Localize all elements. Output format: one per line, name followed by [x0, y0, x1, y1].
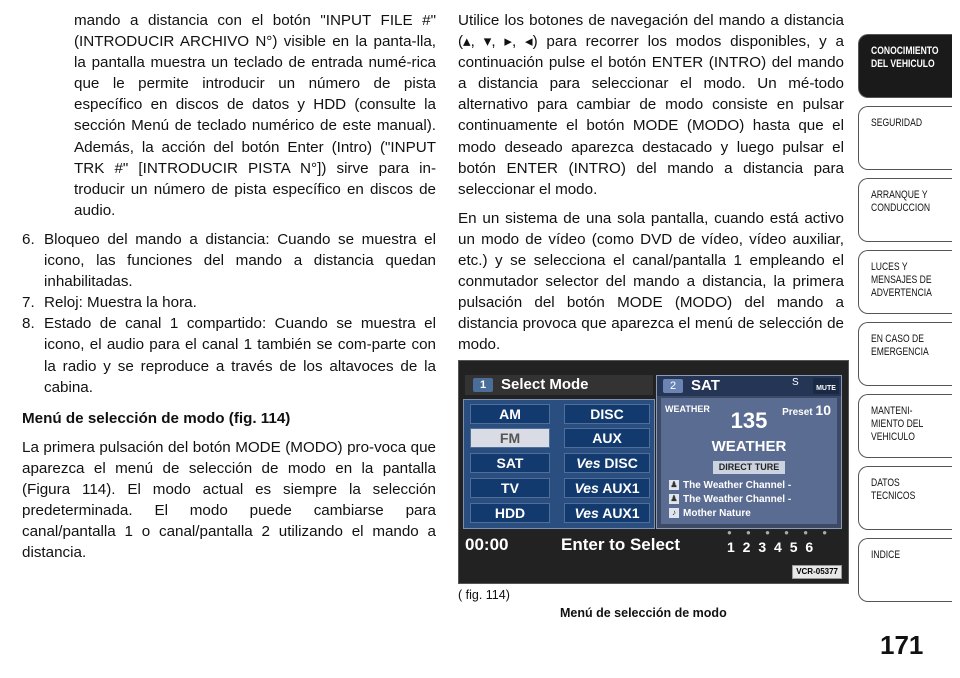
left-column [22, 10, 436, 571]
mode-buttons-panel [463, 399, 655, 529]
tab-emergencia[interactable] [858, 322, 952, 386]
paragraph-single-screen: En un sistema de una sola pantalla, cuando está activo un modo de vídeo (como DVD de vídeo, vídeo auxiliar, etc.) y se selecciona el canal/pantalla 1 empleando el conmutador selector del mando a distancia, la primera pulsación del botón MODE (MODO) del mando a distancia provoca que aparezca el menú de selección de modo. [458, 209, 844, 354]
preset-numbers: 1 2 3 4 5 6 [727, 539, 816, 555]
list-item [22, 229, 436, 292]
tab-label: SEGURIDAD [871, 117, 923, 129]
ves-prefix: Ves [576, 455, 601, 471]
right-column [458, 10, 844, 364]
continued-item-text: mando a distancia con el botón "INPUT FILE #" (INTRODUCIR ARCHIVO N°) visible en la panta-lla, la pantalla muestra un teclado de entrada numé-rica que le permite introducir un número de pista específico en discos de datos y HDD (consulte la sección Menú de teclado numérico de este manual). Además, la acción del botón Enter (Intro) ("INPUT TRK #" [INTRODUCIR PISTA N°]) sirve para in-troducir un número de pista específico en discos de audio. [74, 12, 436, 219]
ves-prefix: Ves [574, 480, 599, 496]
category-label: WEATHER [665, 404, 710, 414]
channel-1-badge: 1 [473, 378, 493, 392]
figure-caption: Menú de selección de modo [560, 606, 727, 620]
ves-prefix: Ves [574, 505, 599, 521]
channel-number: 135 [730, 408, 768, 433]
tab-label: INDICE [871, 549, 901, 561]
paragraph-navigation: Utilice los botones de navegación del mando a distancia (▴, ▾, ▸, ◂) para recorrer los modos disponibles, y a continuación pulse el botón ENTER (INTRO) del mando a distancia para seleccionar el modo. Un mé-todo alternativo para cambiar de modo consiste en pulsar continuamente el botón MODE (MODO) hasta que el modo deseado aparezca destacado y luego pulsar el botón ENTER (INTRO) del mando a distancia para seleccionar el modo. [458, 12, 844, 198]
song-text: Mother Nature [683, 508, 751, 519]
mode-aux-button[interactable]: AUX [564, 428, 650, 448]
tab-label: LUCES Y MENSAJES DE ADVERTENCIA [871, 261, 932, 299]
channel-icon: ♟ [670, 494, 678, 504]
artist-text: The Weather Channel - [683, 480, 792, 491]
mode-fm-button[interactable]: FM [470, 428, 550, 448]
sat-info-body [661, 398, 837, 524]
list-item [22, 313, 436, 397]
direct-tune-button[interactable]: DIRECT TURE [713, 461, 785, 474]
mode-disc-button[interactable]: DISC [564, 404, 650, 424]
tab-label: MANTENI- MIENTO DEL VEHICULO [871, 405, 924, 443]
list-item [22, 292, 436, 313]
channel-info-row [669, 494, 791, 505]
sat-title: SAT [691, 377, 720, 394]
preset-number: 10 [815, 402, 831, 418]
list-number: 8. [22, 315, 35, 333]
sat-header [657, 376, 841, 396]
list-text: Estado de canal 1 compartido: Cuando se muestra el icono, el audio para el canal 1 también se com-parte con la radio y se reproduce a través de los altavoces de la cabina. [44, 315, 436, 396]
tab-label: ARRANQUE Y CONDUCCION [871, 189, 931, 214]
mute-icon: MUTE [813, 378, 839, 394]
preset-label: Preset [782, 407, 813, 418]
list-number: 7. [22, 294, 35, 312]
song-info-row [669, 508, 751, 519]
tab-indice[interactable] [858, 538, 952, 602]
s-icon: S [792, 377, 799, 388]
tab-luces[interactable] [858, 250, 952, 314]
ves-aux1b-label: AUX1 [602, 505, 640, 521]
figure-code: VCR-05377 [792, 565, 842, 579]
channel-name: WEATHER [711, 438, 787, 455]
preset-dots: ● ● ● ● ● ● [727, 528, 834, 537]
figure-label: ( fig. 114) [458, 588, 510, 602]
section-tabs [858, 0, 960, 678]
ves-aux1-label: AUX1 [602, 480, 640, 496]
section-heading: Menú de selección de modo (fig. 114) [22, 409, 291, 427]
mode-tv-button[interactable]: TV [470, 478, 550, 498]
enter-to-select-label: Enter to Select [561, 535, 681, 554]
tab-seguridad[interactable] [858, 106, 952, 170]
tab-conocimiento[interactable] [858, 34, 952, 98]
artist-info-row [669, 480, 791, 491]
tab-arranque[interactable] [858, 178, 952, 242]
mode-hdd-button[interactable]: HDD [470, 503, 550, 523]
song-icon: ♪ [669, 508, 679, 518]
tab-label: EN CASO DE EMERGENCIA [871, 333, 929, 358]
mode-ves-disc-button[interactable] [564, 453, 650, 473]
tab-datos[interactable] [858, 466, 952, 530]
screen-bottom-bar [459, 528, 848, 565]
mode-sat-button[interactable]: SAT [470, 453, 550, 473]
artist-icon: ♟ [670, 480, 678, 490]
ves-disc-label: DISC [604, 455, 638, 471]
page-number: 171 [880, 630, 924, 660]
list-number: 6. [22, 230, 35, 248]
channel-2-badge: 2 [663, 379, 683, 393]
mode-select-screen-figure [458, 360, 849, 584]
tab-mantenimiento[interactable] [858, 394, 952, 458]
list-text: Reloj: Muestra la hora. [44, 294, 197, 312]
section-paragraph: La primera pulsación del botón MODE (MODO) pro-voca que aparezca el menú de selección de modo en la pantalla (Figura 114). El modo actual es siempre la selección predeterminada. El modo puede cambiarse para canal/pantalla 1 o canal/pantalla 2 utilizando el mando a distancia. [22, 438, 436, 562]
select-mode-header [465, 375, 653, 395]
select-mode-title: Select Mode [501, 376, 589, 393]
channel-text: The Weather Channel - [683, 494, 792, 505]
mode-am-button[interactable]: AM [470, 404, 550, 424]
sat-channel-panel [656, 375, 842, 529]
tab-label: CONOCIMIENTO DEL VEHICULO [871, 45, 939, 70]
tab-label: DATOS TECNICOS [871, 477, 916, 502]
mode-ves-aux1b-button[interactable] [564, 503, 650, 523]
list-text: Bloqueo del mando a distancia: Cuando se muestra el icono, las funciones del mando a distancia quedan inhabilitadas. [44, 230, 436, 291]
clock: 00:00 [465, 535, 509, 554]
mode-ves-aux1-button[interactable] [564, 478, 650, 498]
